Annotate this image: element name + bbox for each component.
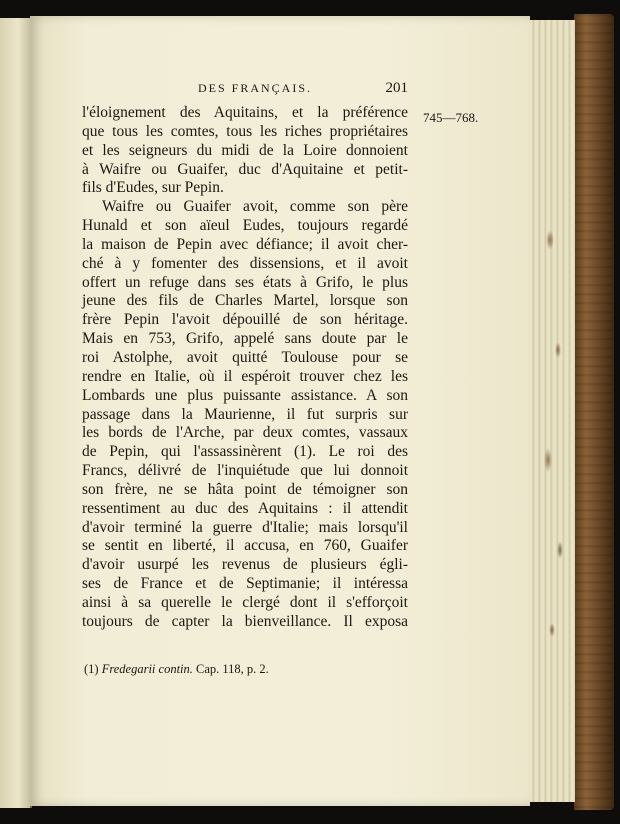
text-line: de Pepin, qui l'assassinèrent (1). Le roi des <box>82 443 408 461</box>
text-line: son frère, ne se hâta point de témoigner son <box>82 480 408 498</box>
text-line: fils d'Eudes, sur Pepin. <box>82 179 224 197</box>
text-line: et les seigneurs du midi de la Loire donnoient <box>82 141 408 159</box>
text-line: que tous les comtes, tous les riches propriétaires <box>82 122 408 140</box>
text-line: ché à y fomenter des dissensions, et il avoit <box>82 254 408 272</box>
left-facing-page-edge <box>0 18 32 808</box>
footnote-source: Fredegarii contin. <box>101 662 193 676</box>
text-line: ressentiment au duc des Aquitains : il attendit <box>82 499 408 517</box>
footnote <box>84 662 269 677</box>
text-line: à Waifre ou Guaifer, duc d'Aquitaine et petit- <box>82 160 408 178</box>
text-line: d'avoir terminé la guerre d'Italie; mais lorsqu'il <box>82 518 408 536</box>
text-line: passage dans la Maurienne, il fut surpris sur <box>82 405 408 423</box>
text-line: roi Astolphe, avoit quitté Toulouse pour se <box>82 348 408 366</box>
text-line: frère Pepin l'avoit dépouillé de son héritage. <box>82 311 408 329</box>
footnote-marker: (1) <box>84 662 99 676</box>
cover-texture <box>574 14 614 810</box>
text-line: Hunald et son aïeul Eudes, toujours regardé <box>82 217 408 235</box>
book-cover-edge <box>574 14 614 810</box>
text-line: rendre en Italie, où il espéroit trouver chez les <box>82 367 408 385</box>
text-line: ses de France et de Septimanie; il intéressa <box>82 575 408 593</box>
page-number: 201 <box>385 80 408 96</box>
foxing-stains <box>540 200 570 660</box>
text-line: Francs, délivré de l'inquiétude que lui donnoit <box>82 462 408 480</box>
text-line: Waifre ou Guaifer avoit, comme son père <box>102 198 408 216</box>
running-head <box>88 80 408 97</box>
footnote-reference: Cap. 118, p. 2. <box>196 662 269 676</box>
text-line: Mais en 753, Grifo, appelé sans doute par le <box>82 330 408 348</box>
text-line: jeune des fils de Charles Martel, lorsque son <box>82 292 408 310</box>
text-line: la maison de Pepin avec défiance; il avoit cher- <box>82 235 408 253</box>
text-line: Lombards une plus puissante assistance. A son <box>82 386 408 404</box>
body-text <box>82 104 408 632</box>
margin-date-note: 745—768. <box>423 110 479 125</box>
running-head-title: DES FRANÇAIS. <box>198 81 313 95</box>
text-line: toujours de capter la bienveillance. Il exposa <box>82 612 408 630</box>
text-line: se sentit en liberté, il accusa, en 760, Guaifer <box>82 537 408 555</box>
text-line: offert un refuge dans ses états à Grifo, le plus <box>82 273 408 291</box>
text-line: d'avoir usurpé les revenus de plusieurs égli- <box>82 556 408 574</box>
text-line: l'éloignement des Aquitains, et la préférence <box>82 104 408 121</box>
text-line: les bords de l'Arche, par deux comtes, vassaux <box>82 424 408 442</box>
text-line: ainsi à sa querelle le clergé dont il s'efforçoit <box>82 593 408 611</box>
